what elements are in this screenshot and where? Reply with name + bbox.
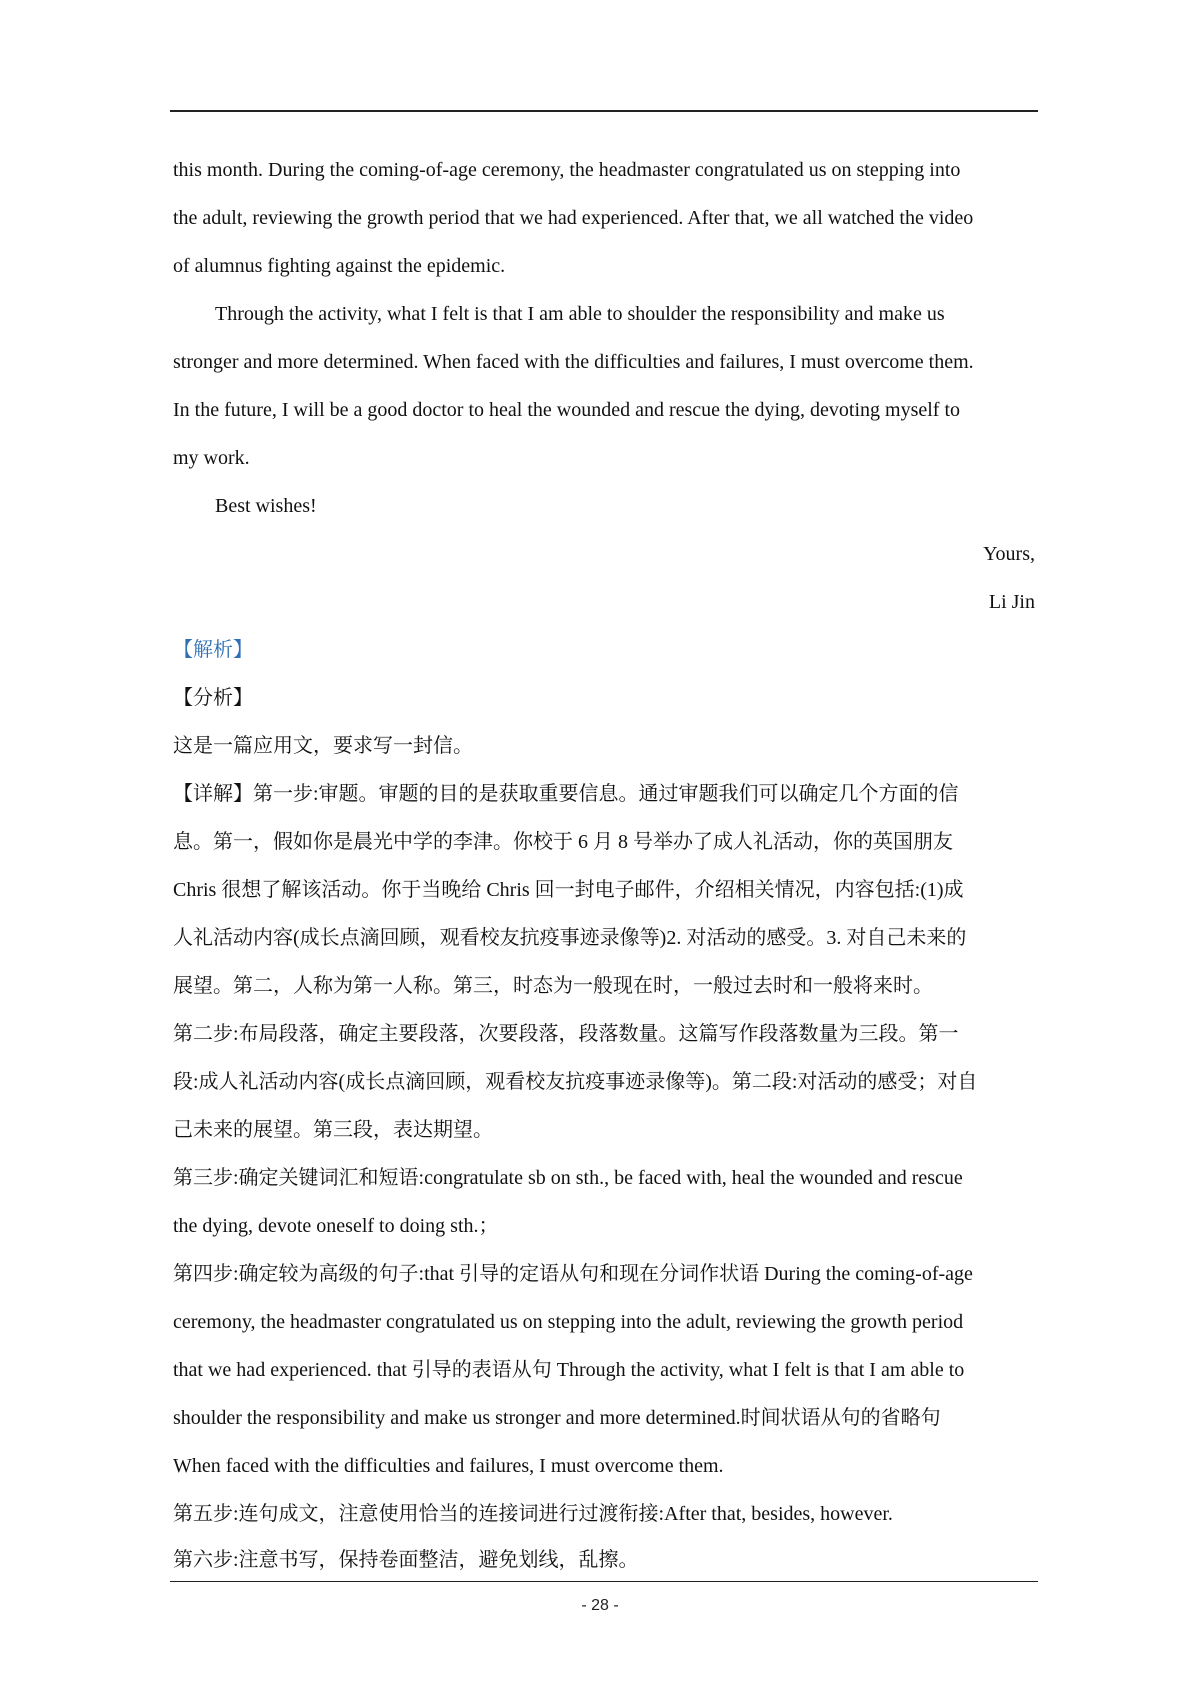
detail-line-9: 第三步:确定关键词汇和短语:congratulate sb on sth., be faced with, heal the wounded and rescue bbox=[173, 1167, 963, 1189]
detail-line-11: 第四步:确定较为高级的句子:that 引导的定语从句和现在分词作状语 During the coming-of-age bbox=[173, 1263, 973, 1285]
detail-line-6: 第二步:布局段落，确定主要段落，次要段落，段落数量。这篇写作段落数量为三段。第一 bbox=[173, 1023, 959, 1045]
letter-signoff: Yours, bbox=[983, 543, 1035, 565]
letter-paragraph1-line-3: of alumnus fighting against the epidemic. bbox=[173, 255, 506, 277]
detail-line-7: 段:成人礼活动内容(成长点滴回顾，观看校友抗疫事迹录像等)。第二段:对活动的感受；对自 bbox=[173, 1071, 978, 1093]
jiexi-tag: 【解析】 bbox=[173, 639, 253, 661]
header-rule bbox=[170, 110, 1038, 112]
letter-paragraph2-line-4: my work. bbox=[173, 447, 250, 469]
detail-line-13: that we had experienced. that 引导的表语从句 Through the activity, what I felt is that I am able to bbox=[173, 1359, 965, 1381]
detail-line-12: ceremony, the headmaster congratulated us on stepping into the adult, reviewing the growth period bbox=[173, 1311, 964, 1333]
letter-paragraph2-line-1: Through the activity, what I felt is that I am able to shoulder the responsibility and make us bbox=[215, 303, 945, 325]
letter-paragraph1-line-2: the adult, reviewing the growth period that we had experienced. After that, we all watched the video bbox=[173, 207, 974, 229]
fenxi-text: 这是一篇应用文，要求写一封信。 bbox=[173, 735, 473, 757]
detail-line-4: 人礼活动内容(成长点滴回顾，观看校友抗疫事迹录像等)2. 对活动的感受。3. 对自己未来的 bbox=[173, 927, 967, 949]
detail-line-1: 【详解】第一步:审题。审题的目的是获取重要信息。通过审题我们可以确定几个方面的信 bbox=[173, 783, 959, 805]
page-number: - 28 - bbox=[581, 1597, 619, 1614]
detail-line-15: When faced with the difficulties and failures, I must overcome them. bbox=[173, 1455, 724, 1477]
detail-line-14: shoulder the responsibility and make us stronger and more determined.时间状语从句的省略句 bbox=[173, 1407, 941, 1429]
letter-signature: Li Jin bbox=[988, 591, 1035, 613]
letter-paragraph2-line-3: In the future, I will be a good doctor to heal the wounded and rescue the dying, devoting myself to bbox=[173, 399, 961, 421]
detail-line-5: 展望。第二，人称为第一人称。第三，时态为一般现在时，一般过去时和一般将来时。 bbox=[173, 975, 933, 997]
detail-line-8: 己未来的展望。第三段，表达期望。 bbox=[173, 1119, 493, 1141]
detail-line-3: Chris 很想了解该活动。你于当晚给 Chris 回一封电子邮件，介绍相关情况，内容包括:(1)成 bbox=[173, 879, 964, 901]
detail-line-16: 第五步:连句成文，注意使用恰当的连接词进行过渡衔接:After that, besides, however. bbox=[173, 1503, 893, 1525]
detail-line-2: 息。第一，假如你是晨光中学的李津。你校于 6 月 8 号举办了成人礼活动，你的英国朋友 bbox=[173, 831, 953, 853]
letter-paragraph1-line-1: this month. During the coming-of-age ceremony, the headmaster congratulated us on stepping into bbox=[173, 159, 961, 181]
letter-closing: Best wishes! bbox=[215, 495, 317, 517]
detail-line-17: 第六步:注意书写，保持卷面整洁，避免划线，乱擦。 bbox=[173, 1549, 639, 1571]
fenxi-tag: 【分析】 bbox=[173, 687, 253, 709]
detail-line-10: the dying, devote oneself to doing sth.； bbox=[173, 1215, 499, 1237]
letter-paragraph2-line-2: stronger and more determined. When faced with the difficulties and failures, I must overcome them. bbox=[173, 351, 974, 373]
footer-rule bbox=[170, 1581, 1038, 1582]
